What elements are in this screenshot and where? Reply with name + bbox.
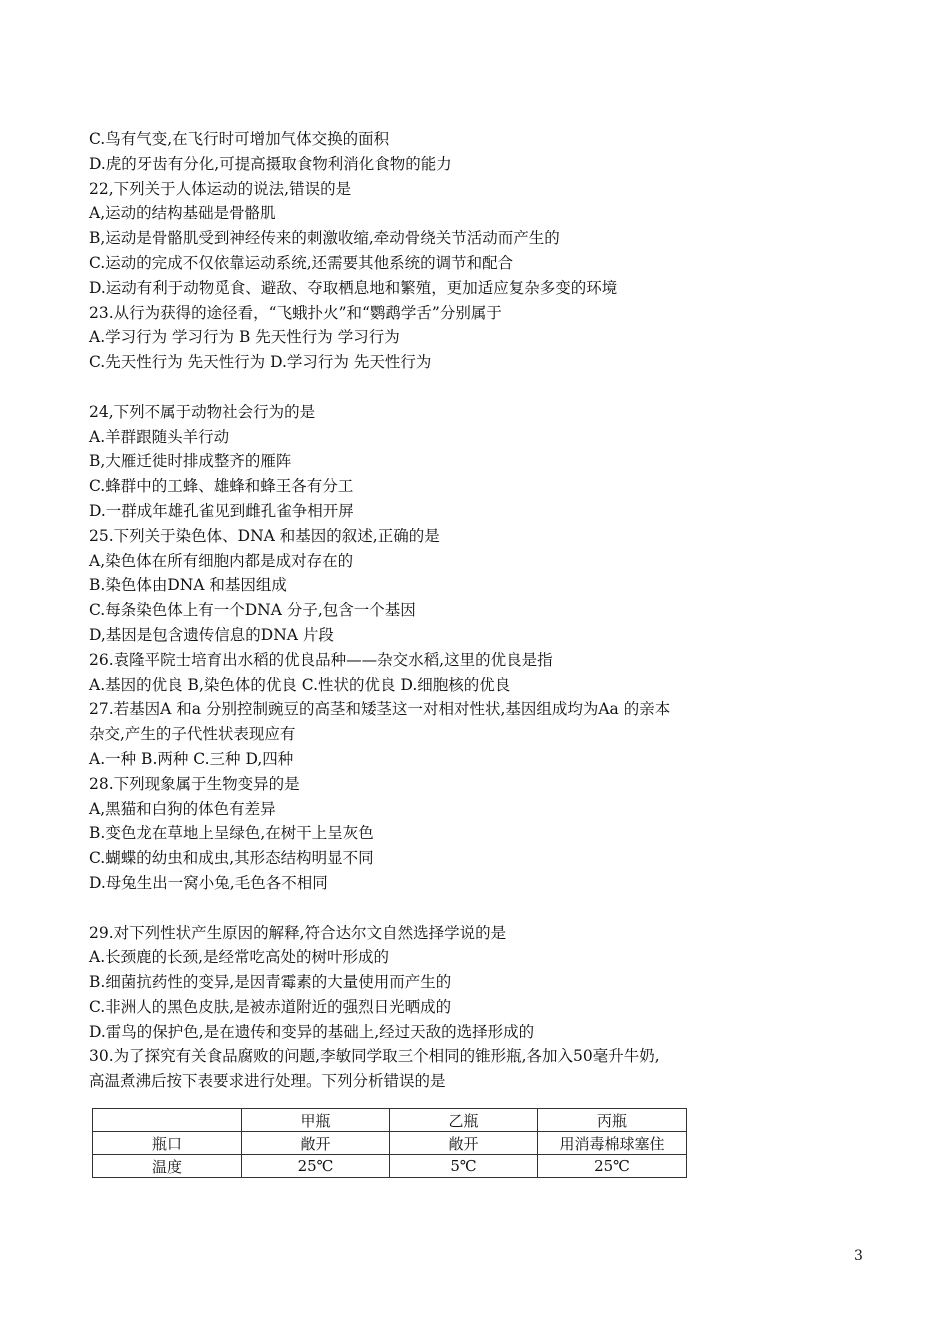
text-line: C.先天性行为 先天性行为 D.学习行为 先天性行为 xyxy=(89,353,432,372)
text-line: 高温煮沸后按下表要求进行处理。下列分析错误的是 xyxy=(89,1072,446,1091)
text-line: C.每条染色体上有一个DNA 分子,包含一个基因 xyxy=(89,601,416,620)
experiment-table-wrapper xyxy=(92,1108,687,1178)
text-line: B.变色龙在草地上呈绿色,在树干上呈灰色 xyxy=(89,824,374,843)
blank-line xyxy=(89,375,889,400)
text-line: 24,下列不属于动物社会行为的是 xyxy=(89,402,316,421)
text-line: A.一种 B.两种 C.三种 D,四种 xyxy=(89,749,294,768)
text-line: A,染色体在所有细胞内都是成对存在的 xyxy=(89,551,354,570)
text-line: 25.下列关于染色体、DNA 和基因的叙述,正确的是 xyxy=(89,526,440,545)
table-header-cell: 甲瓶 xyxy=(242,1109,390,1132)
text-line: B,大雁迁徙时排成整齐的雁阵 xyxy=(89,452,292,471)
text-line: 26.袁隆平院士培育出水稻的优良品种——杂交水稻,这里的优良是指 xyxy=(89,650,553,669)
text-line: C.非洲人的黑色皮肤,是被赤道附近的强烈日光晒成的 xyxy=(89,997,452,1016)
text-line: 27.若基因A 和a 分别控制豌豆的高茎和矮茎这一对相对性状,基因组成均为Aa 的亲本 xyxy=(89,700,671,719)
table-cell: 瓶口 xyxy=(93,1132,242,1155)
text-line: C.蜂群中的工蜂、雄蜂和蜂王各有分工 xyxy=(89,477,354,496)
table-header-cell: 乙瓶 xyxy=(390,1109,538,1132)
page-number: 3 xyxy=(854,1248,863,1264)
text-line: B,运动是骨骼肌受到神经传来的刺激收缩,牵动骨绕关节活动而产生的 xyxy=(89,229,560,248)
text-line: 22,下列关于人体运动的说法,错误的是 xyxy=(89,179,352,198)
text-line: A.羊群跟随头羊行动 xyxy=(89,427,230,446)
text-line: C.蝴蝶的幼虫和成虫,其形态结构明显不同 xyxy=(89,849,374,868)
table-cell: 温度 xyxy=(93,1155,242,1178)
text-line: D.虎的牙齿有分化,可提高摄取食物利消化食物的能力 xyxy=(89,154,452,173)
table-header-cell xyxy=(93,1109,242,1132)
text-line: 29.对下列性状产生原因的解释,符合达尔文自然选择学说的是 xyxy=(89,923,507,942)
text-line: D.运动有利于动物觅食、避敌、夺取栖息地和繁殖，更加适应复杂多变的环境 xyxy=(89,278,618,297)
table-cell: 敞开 xyxy=(390,1132,538,1155)
table-header-cell: 丙瓶 xyxy=(538,1109,687,1132)
text-line: A,运动的结构基础是骨骼肌 xyxy=(89,204,276,223)
text-line: 杂交,产生的子代性状表现应有 xyxy=(89,725,296,744)
table-cell: 敞开 xyxy=(242,1132,390,1155)
text-line: 30.为了探究有关食品腐败的问题,李敏同学取三个相同的锥形瓶,各加入50毫升牛奶, xyxy=(89,1047,660,1066)
text-line: C.运动的完成不仅依靠运动系统,还需要其他系统的调节和配合 xyxy=(89,253,514,272)
text-line: A,黑猫和白狗的体色有差异 xyxy=(89,799,276,818)
table-cell: 用消毒棉球塞住 xyxy=(538,1132,687,1155)
table-cell: 25℃ xyxy=(538,1155,687,1178)
text-line: B.细菌抗药性的变异,是因青霉素的大量使用而产生的 xyxy=(89,973,452,992)
text-line: D.雷鸟的保护色,是在遗传和变异的基础上,经过天敌的选择形成的 xyxy=(89,1022,535,1041)
experiment-table xyxy=(92,1108,687,1178)
text-line: D,基因是包含遗传信息的DNA 片段 xyxy=(89,625,334,644)
text-line: 28.下列现象属于生物变异的是 xyxy=(89,774,300,793)
text-line: D.一群成年雄孔雀见到雌孔雀争相开屏 xyxy=(89,501,354,520)
question-text-block xyxy=(89,127,889,1094)
text-line: A.长颈鹿的长颈,是经常吃高处的树叶形成的 xyxy=(89,948,390,967)
table-row xyxy=(93,1132,687,1155)
text-line: C.鸟有气变,在飞行时可增加气体交换的面积 xyxy=(89,130,390,148)
text-line: D.母兔生出一窝小兔,毛色各不相同 xyxy=(89,873,328,892)
table-cell: 5℃ xyxy=(390,1155,538,1178)
table-row xyxy=(93,1155,687,1178)
text-line: 23.从行为获得的途径看，“飞蛾扑火”和“鹦鹉学舌”分别属于 xyxy=(89,303,502,322)
table-header-row xyxy=(93,1109,687,1132)
text-line: A.学习行为 学习行为 B 先天性行为 学习行为 xyxy=(89,328,400,347)
text-line: A.基因的优良 B,染色体的优良 C.性状的优良 D.细胞核的优良 xyxy=(89,675,511,694)
blank-line xyxy=(89,896,889,921)
text-line: B.染色体由DNA 和基因组成 xyxy=(89,576,287,595)
table-cell: 25℃ xyxy=(242,1155,390,1178)
